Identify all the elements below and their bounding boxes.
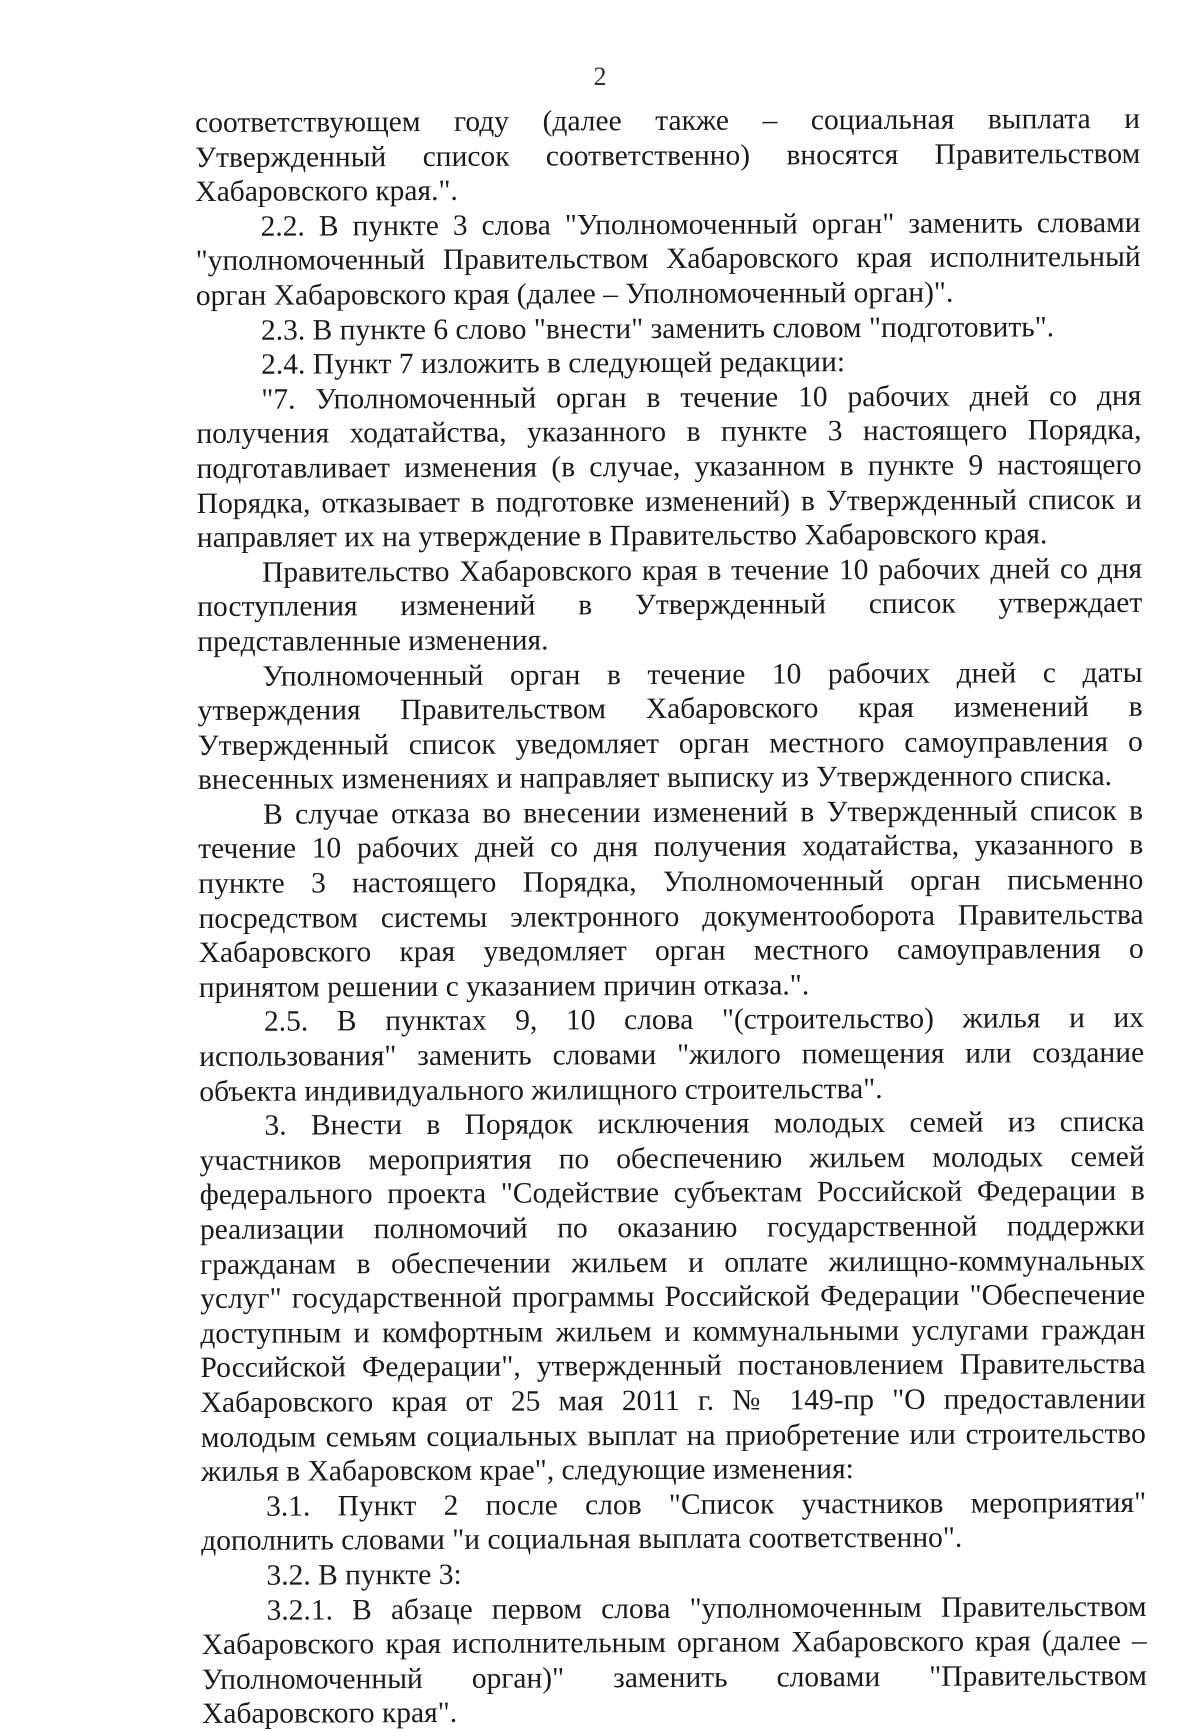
paragraph: "7. Уполномоченный орган в течение 10 рабочих дней со дня получения ходатайства, указанного в пункте 3 настоящего Порядка, подготавливает изменения (в случае, указанном в пункте 9 настоящего Порядка, отказывает в подготовке изменений) в Утвержденный список и направляет их на утверждение в Правительство Хабаровского края. [196,379,1142,555]
paragraph: 2.2. В пункте 3 слова "Уполномоченный орган" заменить словами "уполномоченный Правительством Хабаровского края исполнительный орган Хабаровского края (далее – Уполномоченный орган)". [195,206,1141,312]
paragraph: В случае отказа во внесении изменений в Утвержденный список в течение 10 рабочих дней со дня получения ходатайства, указанного в пункте 3 настоящего Порядка, Уполномоченный орган письменно посредством системы электронного документооборота Правительства Хабаровского края уведомляет орган местного самоуправления о принятом решении с указанием причин отказа.". [198,794,1144,1004]
paragraph: соответствующем году (далее также – социальная выплата и Утвержденный список соответственно) вносятся Правительством Хабаровского края.". [195,102,1141,209]
paragraph: 3.2. В пункте 3: [266,1558,462,1592]
paragraph: 2.4. Пункт 7 изложить в следующей редакции: [261,346,846,381]
paragraph: Уполномоченный орган в течение 10 рабочих дней с даты утверждения Правительством Хабаровского края изменений в Утвержденный список уведомляет орган местного самоуправления о внесенных изменениях и направляет выписку из Утвержденного списка. [197,656,1143,797]
page-number: 2 [593,62,607,91]
paragraph: 2.3. В пункте 6 слово "внести" заменить словом "подготовить". [260,310,1055,347]
paragraph: 3. Внести в Порядок исключения молодых семей из списка участников мероприятия по обеспечению жильем молодых семей федерального проекта "Содействие субъектам Российской Федерации в реализации полномочий по оказанию государственной поддержки гражданам в обеспечении жильем и оплате жилищно-коммунальных услуг" государственной программы Российской Федерации "Обеспечение доступным и комфортным жильем и коммунальными услугами граждан Российской Федерации", утвержденный постановлением Правительства Хабаровского края от 25 мая 2011 г. № 149-пр "О предоставлении молодым семьям социальных выплат на приобретение или строительство жилья в Хабаровском крае", следующие изменения: [199,1106,1146,1489]
paragraph: 2.5. В пунктах 9, 10 слова "(строительство) жилья и их использования" заменить словами "жилого помещения или создание объекта индивидуального жилищного строительства". [199,1002,1145,1108]
paragraph: 3.2.1. В абзаце первом слова "уполномоченным Правительством Хабаровского края исполнительным органом Хабаровского края (далее – Уполномоченный орган)" заменить словами "Правительством Хабаровского края". [201,1590,1147,1731]
paragraph: Правительство Хабаровского края в течение 10 рабочих дней со дня поступления изменений в Утвержденный список утверждает представленные изменения. [197,552,1143,658]
document-body [195,102,1147,1732]
paragraph: 3.1. Пункт 2 после слов "Список участников мероприятия" дополнить словами "и социальная выплата соответственно". [201,1486,1147,1558]
